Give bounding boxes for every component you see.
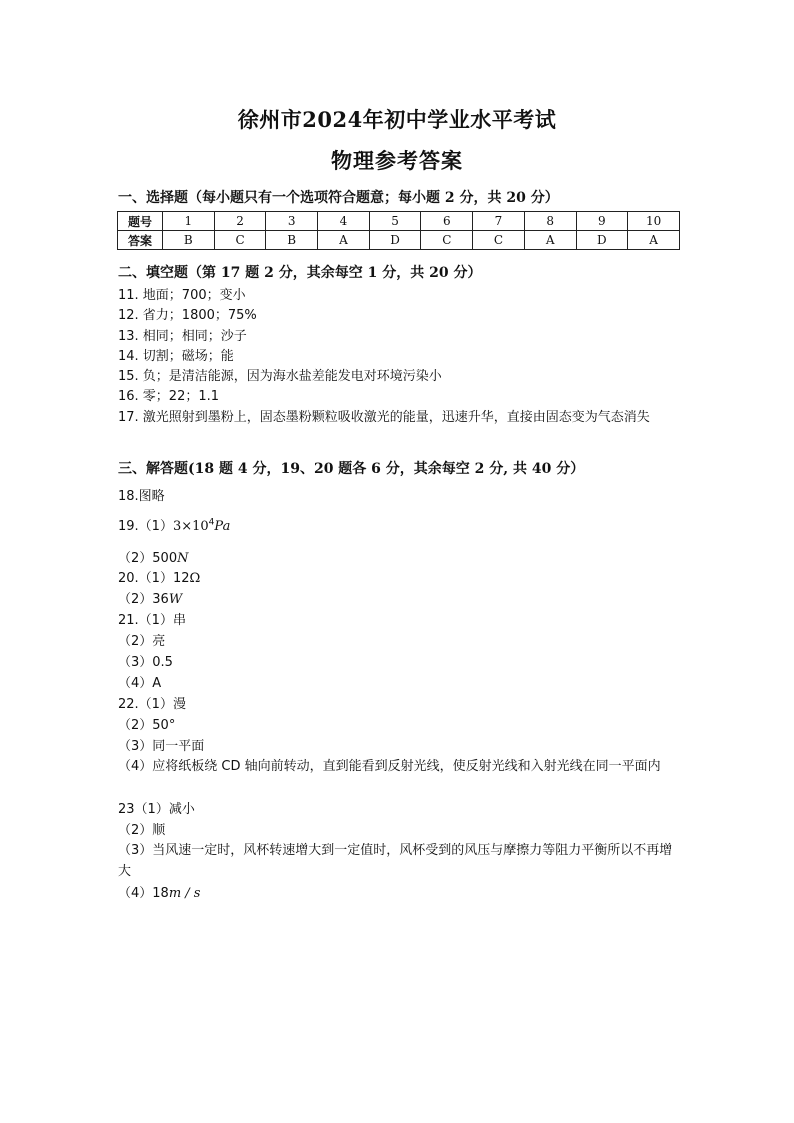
q20-part1-unit: Ω — [189, 571, 201, 586]
table-cell: A — [318, 231, 370, 250]
q20-part1-label: 20.（1）12 — [118, 571, 190, 586]
table-cell: 7 — [473, 212, 525, 231]
list-item: 13. 相同；相同；沙子 — [118, 328, 247, 344]
q20-part2-label: （2）36 — [118, 592, 169, 607]
table-row-numbers — [118, 212, 680, 231]
list-item: 14. 切割；磁场；能 — [118, 348, 234, 364]
q22-part4: （4）应将纸板绕 CD 轴向前转动，直到能看到反射光线，使反射光线和入射光线在同一平面内 — [118, 759, 661, 774]
q20-part2-unit: W — [168, 592, 183, 607]
row-label-answer: 答案 — [118, 231, 163, 250]
q19-unit: Pa — [214, 519, 231, 534]
section-1-heading: 一、选择题（每小题只有一个选项符合题意；每小题 2 分，共 20 分） — [118, 190, 559, 206]
q19-exponent: 4 — [208, 517, 215, 528]
row-label-number: 题号 — [118, 212, 163, 231]
q23-part2: （2）顺 — [118, 823, 166, 838]
list-item: 11. 地面；700；变小 — [118, 288, 246, 303]
table-cell: C — [214, 231, 266, 250]
q21-part4: （4）A — [118, 676, 162, 691]
q23-part1: 23（1）减小 — [118, 802, 195, 817]
list-item: 16. 零；22；1.1 — [118, 389, 220, 405]
q22-part1: 22.（1）漫 — [118, 697, 186, 712]
table-cell: 8 — [524, 212, 576, 231]
q19-base: 3×10 — [172, 519, 209, 534]
page-subtitle: 物理参考答案 — [331, 148, 463, 173]
choice-answer-table — [117, 211, 680, 250]
table-row-answers — [118, 231, 680, 250]
table-cell: B — [163, 231, 215, 250]
table-cell: C — [421, 231, 473, 250]
table-cell: 4 — [318, 212, 370, 231]
q19-part2-label: （2）500 — [118, 551, 178, 566]
q19-part2-unit: N — [177, 551, 189, 566]
table-cell: 3 — [266, 212, 318, 231]
table-cell: 1 — [163, 212, 215, 231]
table-cell: 2 — [214, 212, 266, 231]
q21-part3: （3）0.5 — [118, 655, 173, 670]
q21-part1: 21.（1）串 — [118, 613, 186, 628]
page-title: 徐州市2024年初中学业水平考试 — [237, 107, 557, 132]
q18-answer: 18.图略 — [118, 489, 165, 504]
table-cell: 6 — [421, 212, 473, 231]
list-item: 12. 省力；1800；75% — [118, 308, 257, 324]
q23-part4 — [118, 882, 200, 901]
table-cell: 9 — [576, 212, 628, 231]
table-cell: 10 — [628, 212, 680, 231]
q23-part4-unit: m / s — [168, 886, 201, 901]
table-cell: A — [524, 231, 576, 250]
q22-part2: （2）50° — [118, 718, 176, 733]
q22-part3: （3）同一平面 — [118, 739, 205, 754]
q20-part1 — [118, 567, 200, 586]
q21-part2: （2）亮 — [118, 634, 166, 649]
table-cell: D — [369, 231, 421, 250]
table-cell: A — [628, 231, 680, 250]
table-cell: B — [266, 231, 318, 250]
list-item: 15. 负；是清洁能源，因为海水盐差能发电对环境污染小 — [118, 369, 442, 385]
q19-label: 19.（1） — [118, 519, 173, 534]
q23-part4-label: （4）18 — [118, 886, 169, 901]
q19-part2 — [118, 547, 188, 566]
q19-part1 — [118, 515, 230, 534]
table-cell: D — [576, 231, 628, 250]
fill-in-answers — [118, 286, 680, 428]
table-cell: 5 — [369, 212, 421, 231]
table-cell: C — [473, 231, 525, 250]
section-2-heading: 二、填空题（第 17 题 2 分，其余每空 1 分，共 20 分） — [118, 265, 482, 281]
q23-part3: （3）当风速一定时，风杯转速增大到一定值时，风杯受到的风压与摩擦力等阻力平衡所以不再增大 — [118, 843, 673, 879]
list-item: 17. 激光照射到墨粉上，固态墨粉颗粒吸收激光的能量，迅速升华，直接由固态变为气态消失 — [118, 409, 650, 425]
section-3-heading: 三、解答题(18 题 4 分，19、20 题各 6 分，其余每空 2 分, 共 40 分） — [118, 461, 585, 477]
q20-part2 — [118, 588, 182, 607]
